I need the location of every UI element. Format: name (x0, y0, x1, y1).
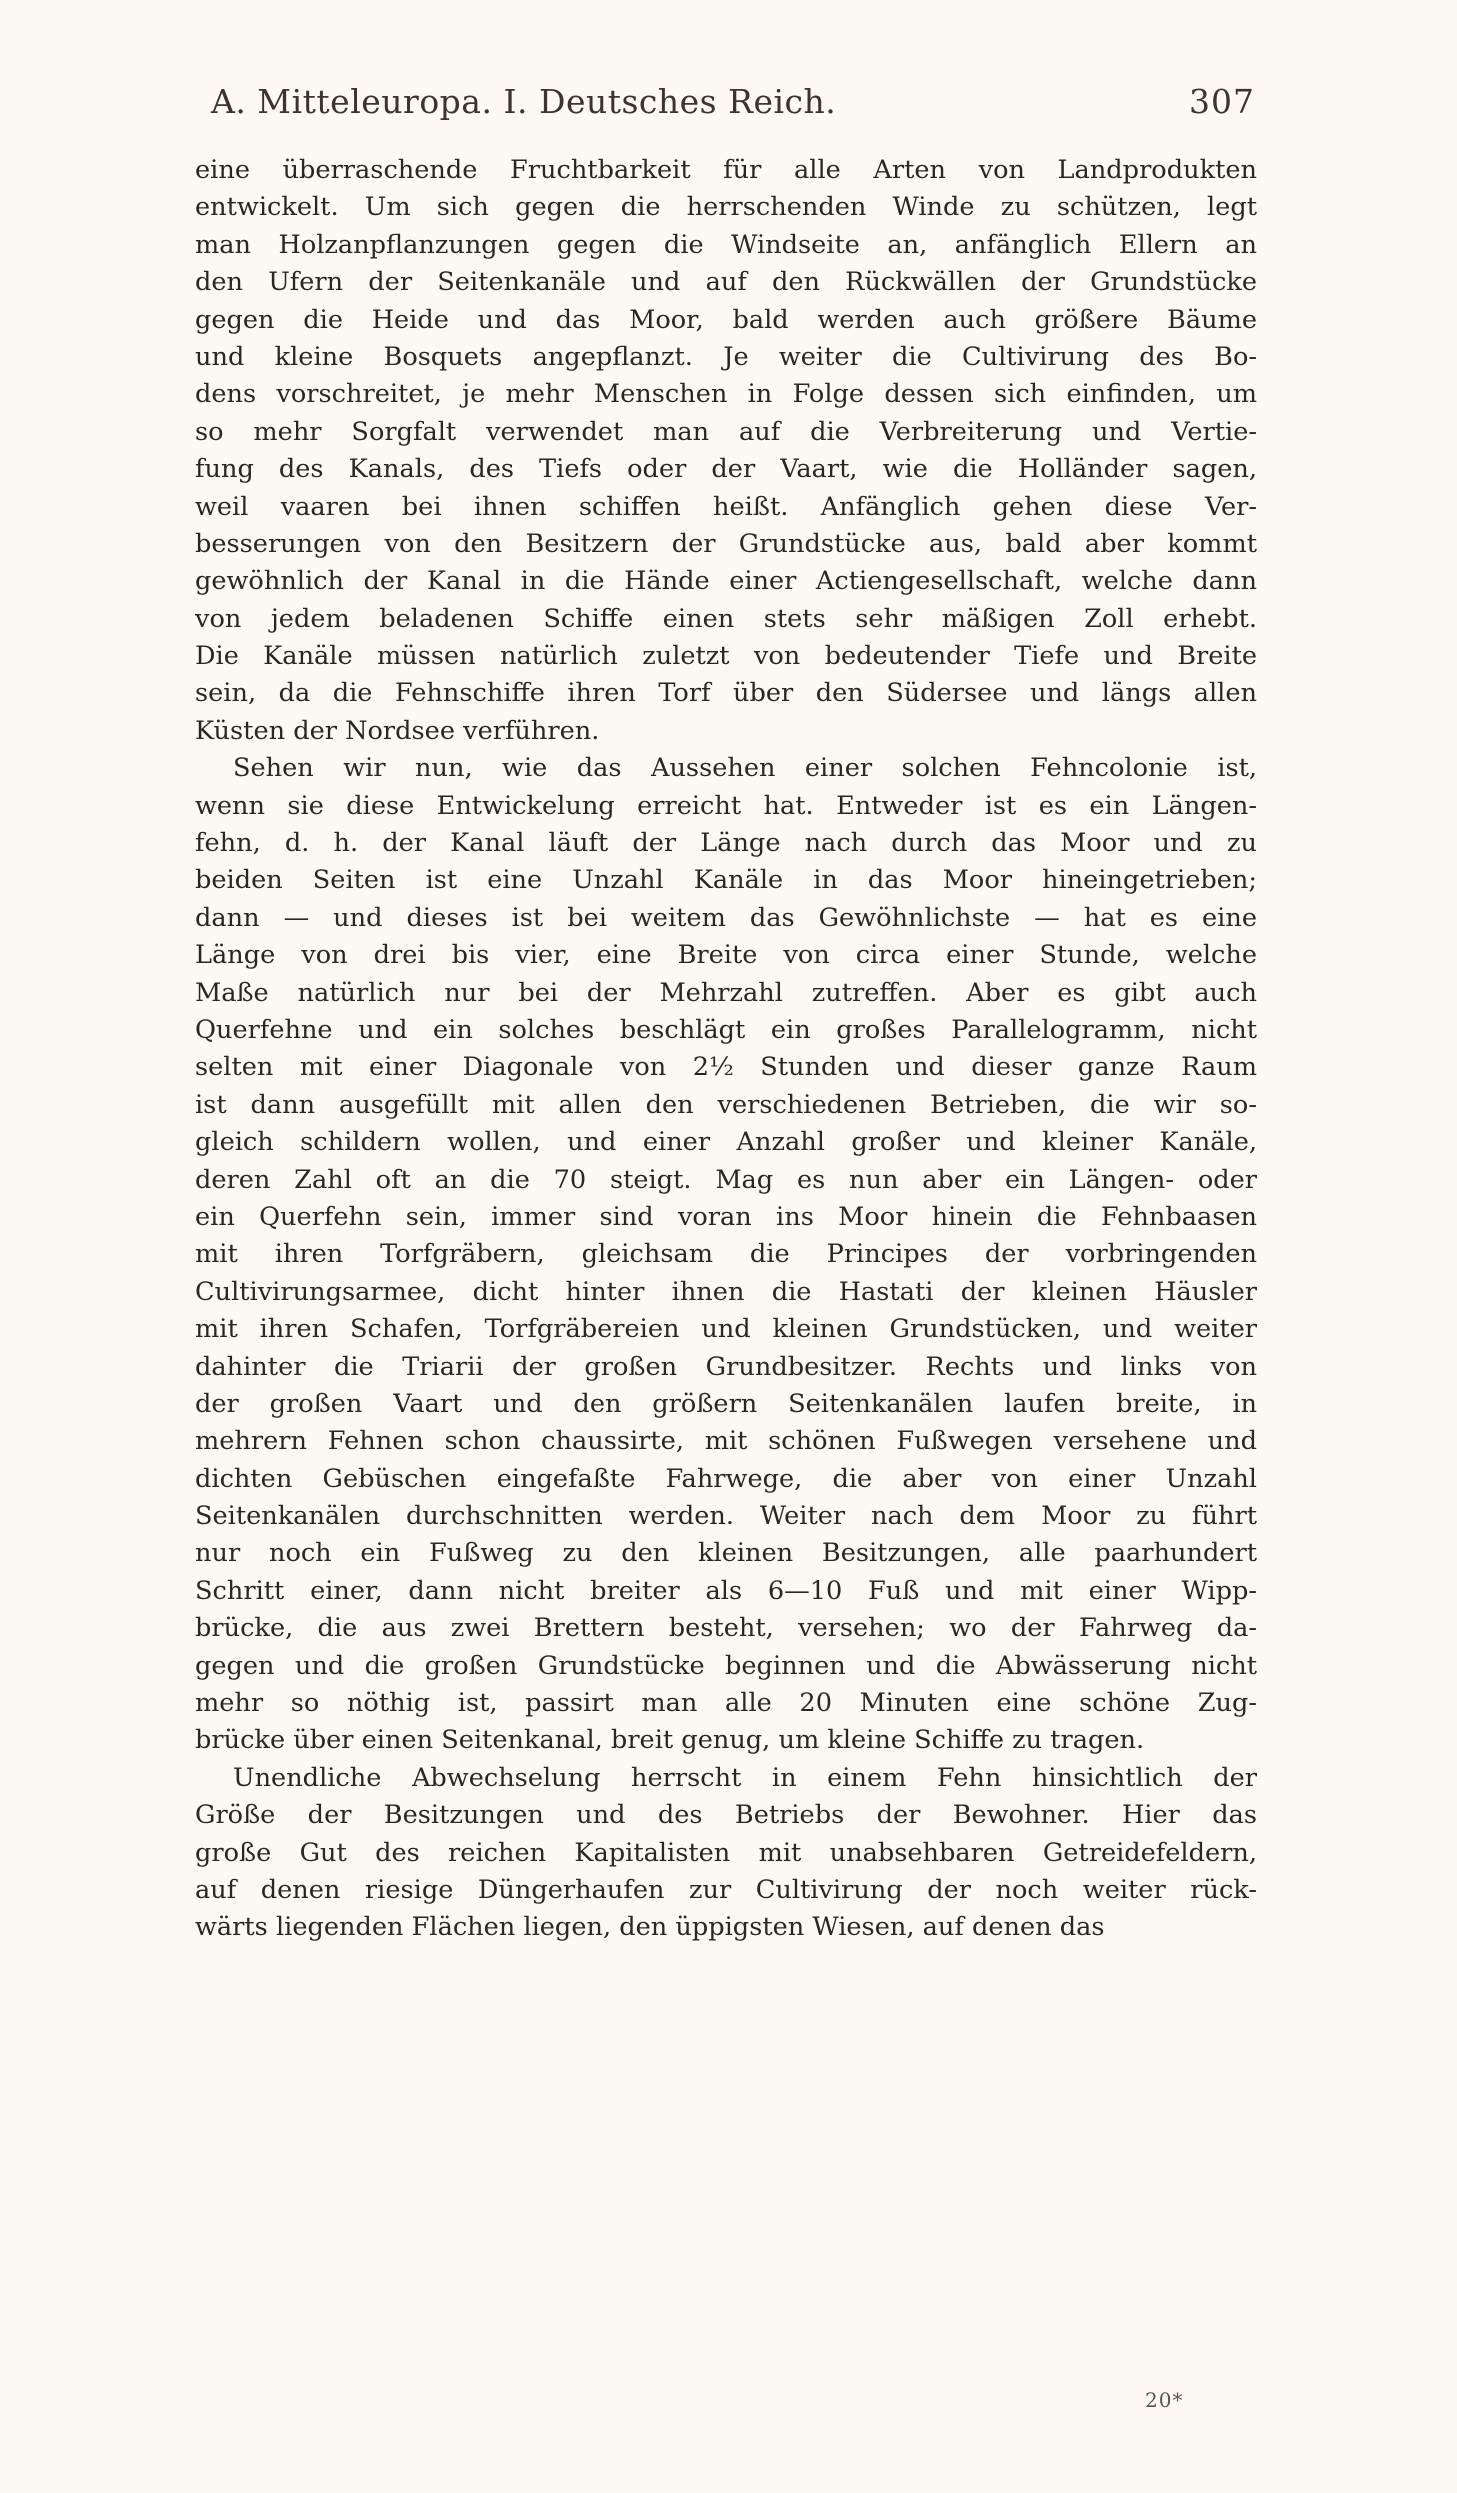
text-line: Maße natürlich nur bei der Mehrzahl zutreffen. Aber es gibt auch (195, 977, 1257, 1008)
text-line: fehn, d. h. der Kanal läuft der Länge nach durch das Moor und zu (195, 828, 1257, 859)
text-line: wärts liegenden Flächen liegen, den üppigsten Wiesen, auf denen das (195, 1912, 1105, 1943)
text-line: Cultivirungsarmee, dicht hinter ihnen die Hastati der kleinen Häusler (195, 1276, 1257, 1307)
text-line: deren Zahl oft an die 70 steigt. Mag es nun aber ein Längen- oder (195, 1164, 1257, 1195)
text-line: gewöhnlich der Kanal in die Hände einer Actiengesellschaft, welche dann (195, 566, 1257, 597)
text-line: Schritt einer, dann nicht breiter als 6—10 Fuß und mit einer Wipp- (195, 1575, 1257, 1606)
text-line: der großen Vaart und den größern Seitenkanälen laufen breite, in (195, 1388, 1257, 1419)
text-line: Größe der Besitzungen und des Betriebs der Bewohner. Hier das (195, 1800, 1257, 1831)
text-line: man Holzanpflanzungen gegen die Windseite an, anfänglich Ellern an (195, 229, 1257, 260)
text-line: eine überraschende Fruchtbarkeit für alle Arten von Landprodukten (195, 155, 1257, 185)
text-line: weil vaaren bei ihnen schiffen heißt. Anfänglich gehen diese Ver- (195, 491, 1257, 522)
text-line: gegen und die großen Grundstücke beginnen und die Abwässerung nicht (195, 1650, 1257, 1681)
text-line: entwickelt. Um sich gegen die herrschenden Winde zu schützen, legt (195, 192, 1257, 223)
text-line: Sehen wir nun, wie das Aussehen einer solchen Fehncolonie ist, (233, 753, 1257, 784)
text-line: gegen die Heide und das Moor, bald werden auch größere Bäume (195, 304, 1257, 335)
text-line: den Ufern der Seitenkanäle und auf den Rückwällen der Grundstücke (195, 267, 1257, 298)
text-line: gleich schildern wollen, und einer Anzahl großer und kleiner Kanäle, (195, 1127, 1257, 1158)
text-line: fung des Kanals, des Tiefs oder der Vaart, wie die Holländer sagen, (195, 454, 1257, 485)
text-line: Seitenkanälen durchschnitten werden. Weiter nach dem Moor zu führt (195, 1501, 1257, 1532)
page-number: 307 (1189, 82, 1255, 121)
text-line: Querfehne und ein solches beschlägt ein großes Parallelogramm, nicht (195, 1014, 1257, 1045)
text-line: mehr so nöthig ist, passirt man alle 20 Minuten eine schöne Zug- (195, 1688, 1257, 1719)
text-line: ist dann ausgefüllt mit allen den verschiedenen Betrieben, die wir so- (195, 1089, 1257, 1120)
text-line: Länge von drei bis vier, eine Breite von circa einer Stunde, welche (195, 940, 1257, 971)
text-line: ein Querfehn sein, immer sind voran ins Moor hinein die Fehnbaasen (195, 1201, 1257, 1232)
text-line: brücke über einen Seitenkanal, breit genug, um kleine Schiffe zu tragen. (195, 1725, 1145, 1756)
text-line: selten mit einer Diagonale von 2½ Stunden und dieser ganze Raum (195, 1052, 1257, 1083)
text-line: dahinter die Triarii der großen Grundbesitzer. Rechts und links von (195, 1351, 1257, 1382)
text-line: dann — und dieses ist bei weitem das Gewöhnlichste — hat es eine (195, 902, 1257, 933)
text-line: wenn sie diese Entwickelung erreicht hat. Entweder ist es ein Längen- (195, 790, 1257, 821)
text-line: auf denen riesige Düngerhaufen zur Cultivirung der noch weiter rück- (195, 1874, 1257, 1905)
text-line: Die Kanäle müssen natürlich zuletzt von bedeutender Tiefe und Breite (195, 641, 1257, 672)
text-line: dichten Gebüschen eingefaßte Fahrwege, die aber von einer Unzahl (195, 1463, 1257, 1494)
text-line: nur noch ein Fußweg zu den kleinen Besitzungen, alle paarhundert (195, 1538, 1257, 1569)
running-head-title: A. Mitteleuropa. I. Deutsches Reich. (211, 82, 837, 121)
text-line: und kleine Bosquets angepflanzt. Je weiter die Cultivirung des Bo- (195, 341, 1257, 372)
text-line: mit ihren Torfgräbern, gleichsam die Principes der vorbringenden (195, 1239, 1257, 1270)
text-line: brücke, die aus zwei Brettern besteht, versehen; wo der Fahrweg da- (195, 1613, 1257, 1644)
text-line: sein, da die Fehnschiffe ihren Torf über den Südersee und längs allen (195, 678, 1257, 709)
printer-signature-mark: 20* (1145, 2388, 1184, 2412)
running-head (195, 82, 1255, 132)
text-line: mehrern Fehnen schon chaussirte, mit schönen Fußwegen versehene und (195, 1426, 1257, 1457)
text-line: von jedem beladenen Schiffe einen stets sehr mäßigen Zoll erhebt. (195, 603, 1257, 634)
text-line: so mehr Sorgfalt verwendet man auf die Verbreiterung und Vertie- (195, 416, 1257, 447)
text-line: Küsten der Nordsee verführen. (195, 715, 600, 746)
text-line: dens vorschreitet, je mehr Menschen in Folge dessen sich einfinden, um (195, 379, 1257, 410)
text-line: große Gut des reichen Kapitalisten mit unabsehbaren Getreidefeldern, (195, 1837, 1257, 1868)
body-text (195, 152, 1257, 1947)
text-line: beiden Seiten ist eine Unzahl Kanäle in das Moor hineingetrieben; (195, 865, 1257, 896)
text-line: Unendliche Abwechselung herrscht in einem Fehn hinsichtlich der (233, 1762, 1257, 1793)
text-line: mit ihren Schafen, Torfgräbereien und kleinen Grundstücken, und weiter (195, 1314, 1257, 1345)
text-line: besserungen von den Besitzern der Grundstücke aus, bald aber kommt (195, 528, 1257, 559)
